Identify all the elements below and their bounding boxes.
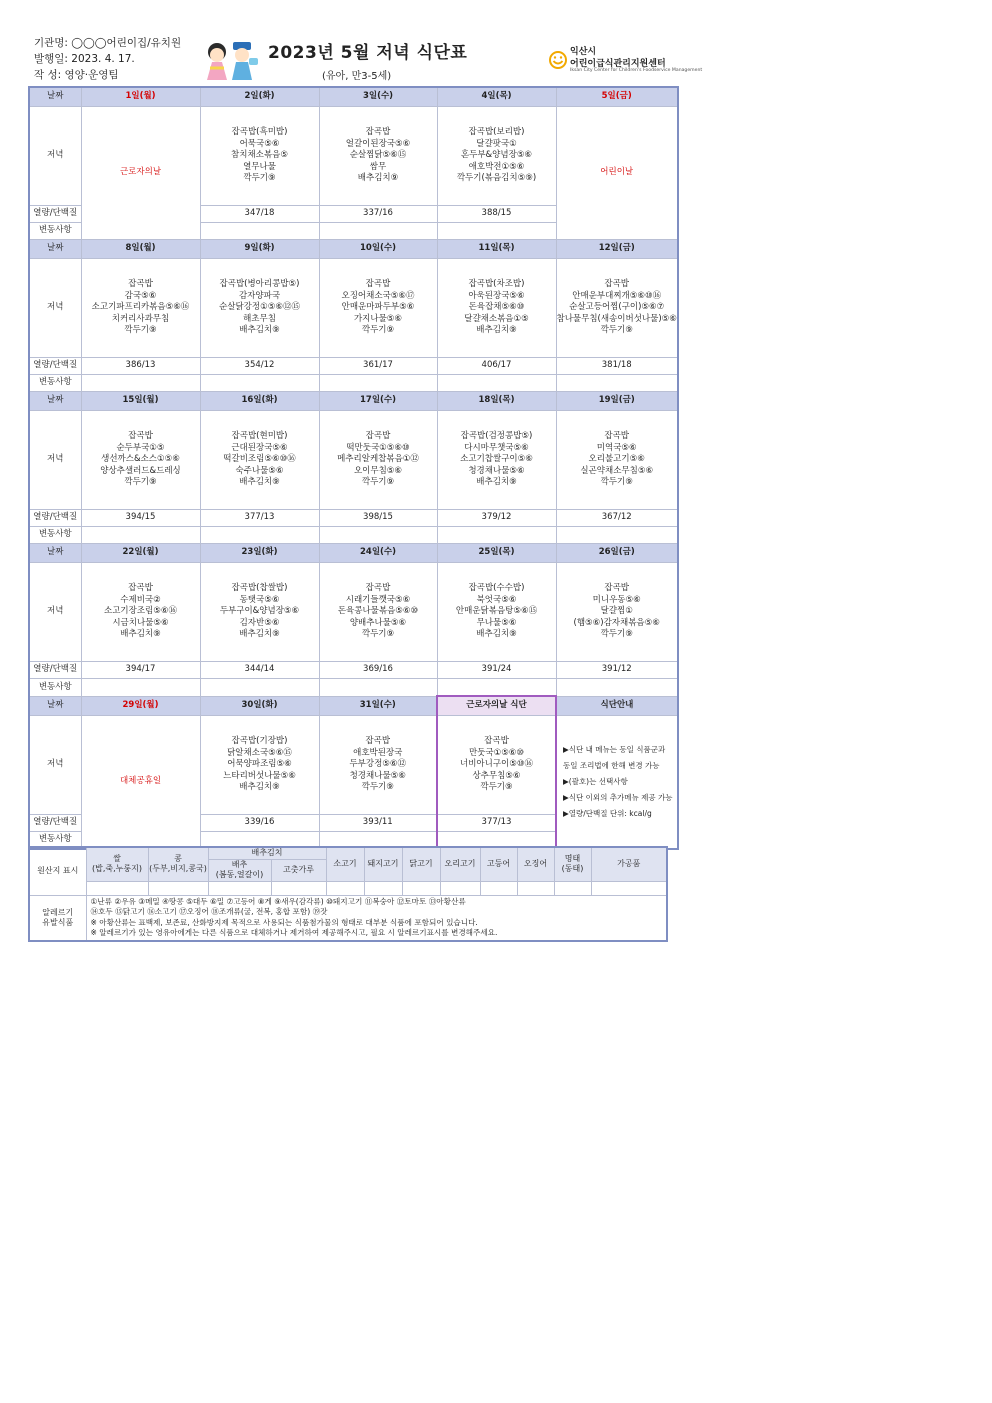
day-date: 4일(목) [437,87,556,107]
dinner-row [29,716,678,815]
day-date: 5일(금) [556,87,678,107]
changes-label: 변동사항 [29,527,81,544]
dinner-menu-cell [319,563,437,662]
dinner-row [29,259,678,358]
kcal-protein-value: 393/11 [319,815,437,832]
menu-item: 돈육잡채⑤⑥⑩ [468,302,525,313]
day-date: 근로자의날 식단 [437,696,556,716]
kcal-protein-value: 377/13 [437,815,556,832]
menu-item: 생선까스&소스①⑤⑥ [101,454,180,465]
menu-item: 배추김치⑨ [239,477,280,488]
holiday-cell: 대체공휴일 [81,716,200,850]
menu-item: 잡곡밥 [604,583,630,594]
menu-item: 잡곡밥 [128,583,153,594]
menu-item: 깍두기⑨ [124,325,157,336]
kcal-protein-value: 337/16 [319,206,437,223]
menu-item: 잡곡밥 [365,127,391,138]
menu-item: 깍두기⑨ [361,782,394,793]
changes-label: 변동사항 [29,832,81,850]
menu-item: 메추리알케찹볶음①⑫ [337,454,419,465]
issue-date-label: 발행일: 2023. 4. 17. [34,53,135,65]
menu-item: 순두부국①⑤ [116,442,165,453]
menu-item: 잡곡밥(보리밥) [468,127,525,138]
date-row [29,696,678,716]
dinner-row [29,411,678,510]
date-label: 날짜 [29,544,81,563]
menu-item: 잡곡밥 [604,279,630,290]
changes-cell [556,527,678,544]
changes-row [29,679,678,697]
menu-item: 오리불고기⑤⑥ [588,454,645,465]
allergy-line-4: ※ 알레르기가 있는 영유아에게는 다른 식품으로 대체하거나 제거하여 제공해주시고, 필요 시 알레르기표시를 변경해주세요. [90,928,498,938]
dinner-menu-cell [81,411,200,510]
dinner-menu-cell [200,563,319,662]
document-header-info [34,35,181,83]
menu-item: 감국⑤⑥ [124,290,157,301]
allergy-label: 알레르기 유발식품 [29,895,86,941]
dinner-menu-cell [437,716,556,815]
guide-note: 동일 조리법에 한해 변경 가능 [563,761,660,770]
day-date: 31일(수) [319,696,437,716]
dinner-menu-cell [319,716,437,815]
changes-cell [437,375,556,392]
dinner-row [29,107,678,206]
author-label: 작 성: 영양·운영팀 [34,69,119,81]
menu-item: 깍두기(볶음김치⑤⑨) [456,173,537,184]
dinner-menu-cell [437,411,556,510]
menu-item: 깍두기⑨ [600,629,633,640]
day-date: 식단안내 [556,696,678,716]
menu-item: 잡곡밥(기장밥) [231,736,288,747]
kcal-protein-value: 391/12 [556,662,678,679]
dinner-menu-cell [200,716,319,815]
menu-item: 잡곡밥(차조밥) [468,279,525,290]
menu-item: 참나물무침(새송이버섯나물)⑤⑥ [556,313,677,324]
changes-row [29,527,678,544]
menu-item: 미니우동⑤⑥ [592,594,641,605]
day-date: 26일(금) [556,544,678,563]
kcal-protein-value: 394/17 [81,662,200,679]
dinner-menu-cell [200,411,319,510]
changes-label: 변동사항 [29,375,81,392]
date-row [29,544,678,563]
menu-item: 소고기찹쌀구이⑤⑥ [460,454,533,465]
changes-row [29,375,678,392]
dinner-menu-cell [200,259,319,358]
kcal-row [29,358,678,375]
menu-item: 깍두기⑨ [480,782,513,793]
origin-value-cell [440,881,480,895]
kcal-protein-value: 377/13 [200,510,319,527]
menu-item: 너비아니구이⑤⑩⑯ [459,759,533,770]
menu-item: 열무나물 [243,161,276,172]
origin-mackerel: 고등어 [480,847,517,881]
kcal-protein-value: 369/16 [319,662,437,679]
origin-value-cell [271,881,326,895]
menu-item: 혼두부&양념장⑤⑥ [460,150,533,161]
menu-item: 소고기파프리카볶음⑤⑥⑯ [91,302,190,313]
origin-value-cell [591,881,667,895]
menu-item: 안매운부대찌개⑤⑥⑩⑯ [572,290,662,301]
kcal-protein-value: 367/12 [556,510,678,527]
origin-value-cell [554,881,591,895]
menu-item: 수제비국② [120,594,161,605]
origin-rice: 쌀 (밥,죽,누룽지) [86,847,148,881]
changes-cell [437,223,556,240]
day-date: 9일(화) [200,240,319,259]
menu-item: 깍두기⑨ [243,173,276,184]
menu-item: 달걀채소볶음①⑤ [464,313,529,324]
changes-cell [319,679,437,697]
menu-item: 상추무침⑤⑥ [472,770,521,781]
day-date: 18일(목) [437,392,556,411]
origin-pepper: 고춧가루 [271,859,326,881]
date-label: 날짜 [29,696,81,716]
menu-item: 양배추나물⑤⑥ [349,617,407,628]
origin-value-cell [326,881,364,895]
kcal-protein-value: 394/15 [81,510,200,527]
menu-item: 배추김치⑨ [476,325,517,336]
menu-item: 떡만둣국①⑤⑥⑩ [346,442,410,453]
dinner-menu-cell [437,259,556,358]
menu-item: 안매운마파두부⑤⑥ [341,302,415,313]
dinner-menu-cell [556,259,678,358]
origin-bean: 콩 (두부,비지,콩국) [148,847,208,881]
changes-cell [200,223,319,240]
kcal-label: 열량/단백질 [29,206,81,223]
menu-item: 잡곡밥(현미밥) [231,431,288,442]
changes-cell [437,679,556,697]
menu-item: 아욱된장국⑤⑥ [468,290,525,301]
menu-item: 청경채나물⑤⑥ [468,465,525,476]
menu-item: 동탯국⑤⑥ [239,594,280,605]
menu-item: 무나물⑤⑥ [476,617,517,628]
day-date: 19일(금) [556,392,678,411]
menu-item: 배추김치⑨ [239,629,280,640]
menu-item: 느타리버섯나물⑤⑥ [223,770,296,781]
dinner-label: 저녁 [29,259,81,358]
menu-item: 가지나물⑤⑥ [353,313,403,324]
menu-item: 깍두기⑨ [361,325,395,336]
dinner-menu-cell [319,411,437,510]
dinner-menu-table [28,86,679,850]
menu-item: 잡곡밥(수수밥) [468,583,525,594]
kcal-protein-value: 347/18 [200,206,319,223]
origin-value-cell [480,881,517,895]
day-date: 22일(월) [81,544,200,563]
menu-item: (햄⑤⑥)감자채볶음⑤⑥ [573,617,660,628]
origin-label: 원산지 표시 [29,847,86,895]
menu-item: 얼갈이된장국⑤⑥ [345,138,411,149]
changes-cell [319,375,437,392]
origin-value-cell [402,881,440,895]
menu-item: 잡곡밥 [128,279,153,290]
guide-note: ▶식단 내 메뉴는 동일 식품군과 [563,745,666,754]
menu-item: 잡곡밥 [604,431,630,442]
date-label: 날짜 [29,87,81,107]
dinner-menu-cell [81,259,200,358]
day-date: 16일(화) [200,392,319,411]
date-row [29,392,678,411]
day-date: 17일(수) [319,392,437,411]
dinner-menu-cell [319,259,437,358]
menu-item: 애호박된장국 [353,747,403,758]
menu-item: 감자양파국 [238,290,281,301]
changes-cell [556,375,678,392]
dinner-row [29,563,678,662]
menu-item: 잡곡밥(찹쌀밥) [231,583,288,594]
center-logo [548,44,703,78]
menu-item: 깍두기⑨ [361,477,395,488]
changes-cell [556,679,678,697]
kcal-protein-value: 388/15 [437,206,556,223]
menu-item: 닭알채소국⑤⑥⑮ [227,747,292,758]
changes-cell [200,527,319,544]
menu-item: 쌈무 [369,161,387,172]
day-date: 25일(목) [437,544,556,563]
kcal-protein-value: 386/13 [81,358,200,375]
origin-processed: 가공품 [591,847,667,881]
dinner-menu-cell [437,563,556,662]
dinner-label: 저녁 [29,107,81,206]
menu-item: 순살찜닭⑤⑥⑮ [349,150,407,161]
changes-cell [81,527,200,544]
changes-label: 변동사항 [29,223,81,240]
day-date: 29일(월) [81,696,200,716]
origin-squid: 오징어 [517,847,554,881]
center-name-line1: 익산시 [570,47,597,57]
smile-logo-icon [548,50,568,70]
changes-cell [319,223,437,240]
date-row [29,240,678,259]
holiday-cell: 어린이날 [556,107,678,240]
day-date: 30일(화) [200,696,319,716]
menu-item: 깍두기⑨ [600,325,633,336]
menu-item: 소고기장조림⑤⑥⑯ [103,606,177,617]
day-date: 11일(목) [437,240,556,259]
menu-item: 두부구이&양념장⑤⑥ [219,606,300,617]
changes-cell [200,375,319,392]
menu-item: 잡곡밥 [365,431,391,442]
origin-beef: 소고기 [326,847,364,881]
kcal-row [29,510,678,527]
menu-guide-notes [556,716,678,850]
date-label: 날짜 [29,392,81,411]
menu-item: 배추김치⑨ [239,325,280,336]
kcal-label: 열량/단백질 [29,358,81,375]
guide-note: ▶열량/단백질 단위: kcal/g [563,809,652,818]
guide-note: ▶식단 이외의 추가메뉴 제공 가능 [563,793,673,802]
menu-item: 깍두기⑨ [124,477,157,488]
origin-cabbage: 배추 (봄동,얼갈이) [208,859,271,881]
kcal-protein-value: 379/12 [437,510,556,527]
origin-value-cell [517,881,554,895]
allergy-line-2: ⑭호두 ⑮닭고기 ⑯소고기 ⑰오징어 ⑱조개류(굴, 전복, 홍합 포함) ⑲잣 [90,907,328,917]
date-row [29,87,678,107]
kcal-label: 열량/단백질 [29,662,81,679]
menu-item: 잡곡밥 [365,583,391,594]
menu-item: 잡곡밥(검정콩밥⑤) [460,431,533,442]
menu-item: 순살고등어찜(구이)⑤⑥⑦ [569,302,665,313]
menu-item: 청경채나물⑤⑥ [349,770,406,781]
org-label: 기관명: ◯◯◯어린이집/유치원 [34,37,182,49]
allergy-line-1: ①난류 ②우유 ③메밀 ④땅콩 ⑤대두 ⑥밀 ⑦고등어 ⑧게 ⑨새우(감각류) ⑩돼지고기 ⑪복숭아 ⑫토마토 ⑬아황산류 [90,896,466,906]
menu-item: 두부강정⑤⑥⑫ [349,759,407,770]
kcal-protein-value: 406/17 [437,358,556,375]
dinner-menu-cell [81,563,200,662]
menu-item: 양상추샐러드&드레싱 [100,465,181,476]
dinner-menu-cell [556,411,678,510]
center-name-line2: 어린이급식관리지원센터 [570,59,666,69]
origin-value-cell [86,881,148,895]
dinner-menu-cell [556,563,678,662]
menu-item: 잡곡밥 [128,431,153,442]
dinner-menu-cell [200,107,319,206]
menu-item: 근대된장국⑤⑥ [231,442,288,453]
menu-item: 달걀찜① [600,606,633,617]
menu-item: 배추김치⑨ [239,782,280,793]
day-date: 3일(수) [319,87,437,107]
origin-duck: 오리고기 [440,847,480,881]
kcal-row [29,662,678,679]
menu-item: 김자반⑤⑥ [239,617,280,628]
kcal-protein-value: 344/14 [200,662,319,679]
menu-item: 깍두기⑨ [600,477,633,488]
dinner-menu-cell [319,107,437,206]
origin-chicken: 닭고기 [402,847,440,881]
changes-cell [81,375,200,392]
menu-item: 미역국⑤⑥ [596,442,637,453]
dinner-label: 저녁 [29,563,81,662]
day-date: 15일(월) [81,392,200,411]
page-title: 2023년 5월 저녁 식단표 [268,43,468,63]
kcal-label: 열량/단백질 [29,815,81,832]
kcal-protein-value: 361/17 [319,358,437,375]
origin-value-cell [148,881,208,895]
allergy-notes [86,895,667,941]
menu-item: 배추김치⑨ [357,173,399,184]
origin-value-cell [208,881,271,895]
day-date: 1일(월) [81,87,200,107]
menu-item: 다시마무챗국⑤⑥ [464,442,529,453]
page-subtitle: (유아, 만3-5세) [322,71,392,82]
changes-cell [437,527,556,544]
menu-item: 오이무침⑤⑥ [353,465,403,476]
holiday-cell: 근로자의날 [81,107,200,240]
menu-item: 안매운닭볶음탕⑤⑥⑮ [455,606,538,617]
kcal-protein-value: 381/18 [556,358,678,375]
menu-item: 잡곡밥(흑미밥) [231,127,288,138]
day-date: 2일(화) [200,87,319,107]
menu-item: 어묵양파조림⑤⑥ [227,759,292,770]
origin-value-cell [364,881,402,895]
changes-cell [319,527,437,544]
day-date: 10일(수) [319,240,437,259]
menu-item: 어묵국⑤⑥ [239,138,280,149]
menu-item: 잡곡밥(병아리콩밥⑤) [219,279,300,290]
menu-item: 잡곡밥 [365,279,391,290]
menu-item: 만둣국①⑤⑥⑩ [468,747,525,758]
menu-item: 숙주나물⑤⑥ [235,465,284,476]
origin-pork: 돼지고기 [364,847,402,881]
menu-item: 잡곡밥 [365,736,391,747]
menu-item: 순살닭강정①⑤⑥⑫⑮ [219,302,300,313]
menu-item: 깍두기⑨ [361,629,395,640]
menu-item: 치커리사과무침 [111,313,170,324]
origin-pollock: 명태 (동태) [554,847,591,881]
changes-label: 변동사항 [29,679,81,697]
menu-item: 북엇국⑤⑥ [476,594,517,605]
menu-item: 시래기들깻국⑤⑥ [345,594,411,605]
kcal-protein-value: 354/12 [200,358,319,375]
kcal-label: 열량/단백질 [29,510,81,527]
day-date: 24일(수) [319,544,437,563]
menu-item: 배추김치⑨ [120,629,161,640]
guide-note: ▶(괄호)는 선택사항 [563,777,628,786]
menu-item: 잡곡밥 [484,736,509,747]
menu-item: 애호박전①⑤⑥ [468,161,525,172]
kcal-protein-value: 398/15 [319,510,437,527]
origin-kimchi-header: 배추김치 [208,847,326,859]
menu-item: 참치채소볶음⑤ [231,150,288,161]
menu-item: 시금치나물⑤⑥ [112,617,169,628]
menu-item: 배추김치⑨ [476,477,517,488]
menu-item: 실곤약채소무침⑤⑥ [580,465,654,476]
center-name-english: Iksan City Center for Children's Foodservice Management [570,68,703,73]
kcal-protein-value: 391/24 [437,662,556,679]
menu-item: 달걀팟국① [476,138,517,149]
origin-allergy-table [28,846,668,942]
day-date: 23일(화) [200,544,319,563]
menu-item: 떡갈비조림⑤⑥⑩⑯ [223,454,296,465]
menu-item: 돈육콩나물볶음⑤⑥⑩ [337,606,419,617]
allergy-line-3: ※ 아황산류는 표백제, 보존료, 산화방지제 목적으로 사용되는 식품첨가물의 형태로 대부분 식품에 포함되어 있습니다. [90,917,478,927]
day-date: 12일(금) [556,240,678,259]
changes-cell [200,679,319,697]
mascot-illustration-icon [203,38,261,80]
day-date: 8일(월) [81,240,200,259]
dinner-label: 저녁 [29,411,81,510]
date-label: 날짜 [29,240,81,259]
dinner-label: 저녁 [29,716,81,815]
changes-cell [81,679,200,697]
menu-item: 해초무침 [243,313,276,324]
dinner-menu-cell [437,107,556,206]
menu-item: 오징어채소국⑤⑥⑰ [341,290,415,301]
kcal-protein-value: 339/16 [200,815,319,832]
menu-item: 배추김치⑨ [476,629,517,640]
